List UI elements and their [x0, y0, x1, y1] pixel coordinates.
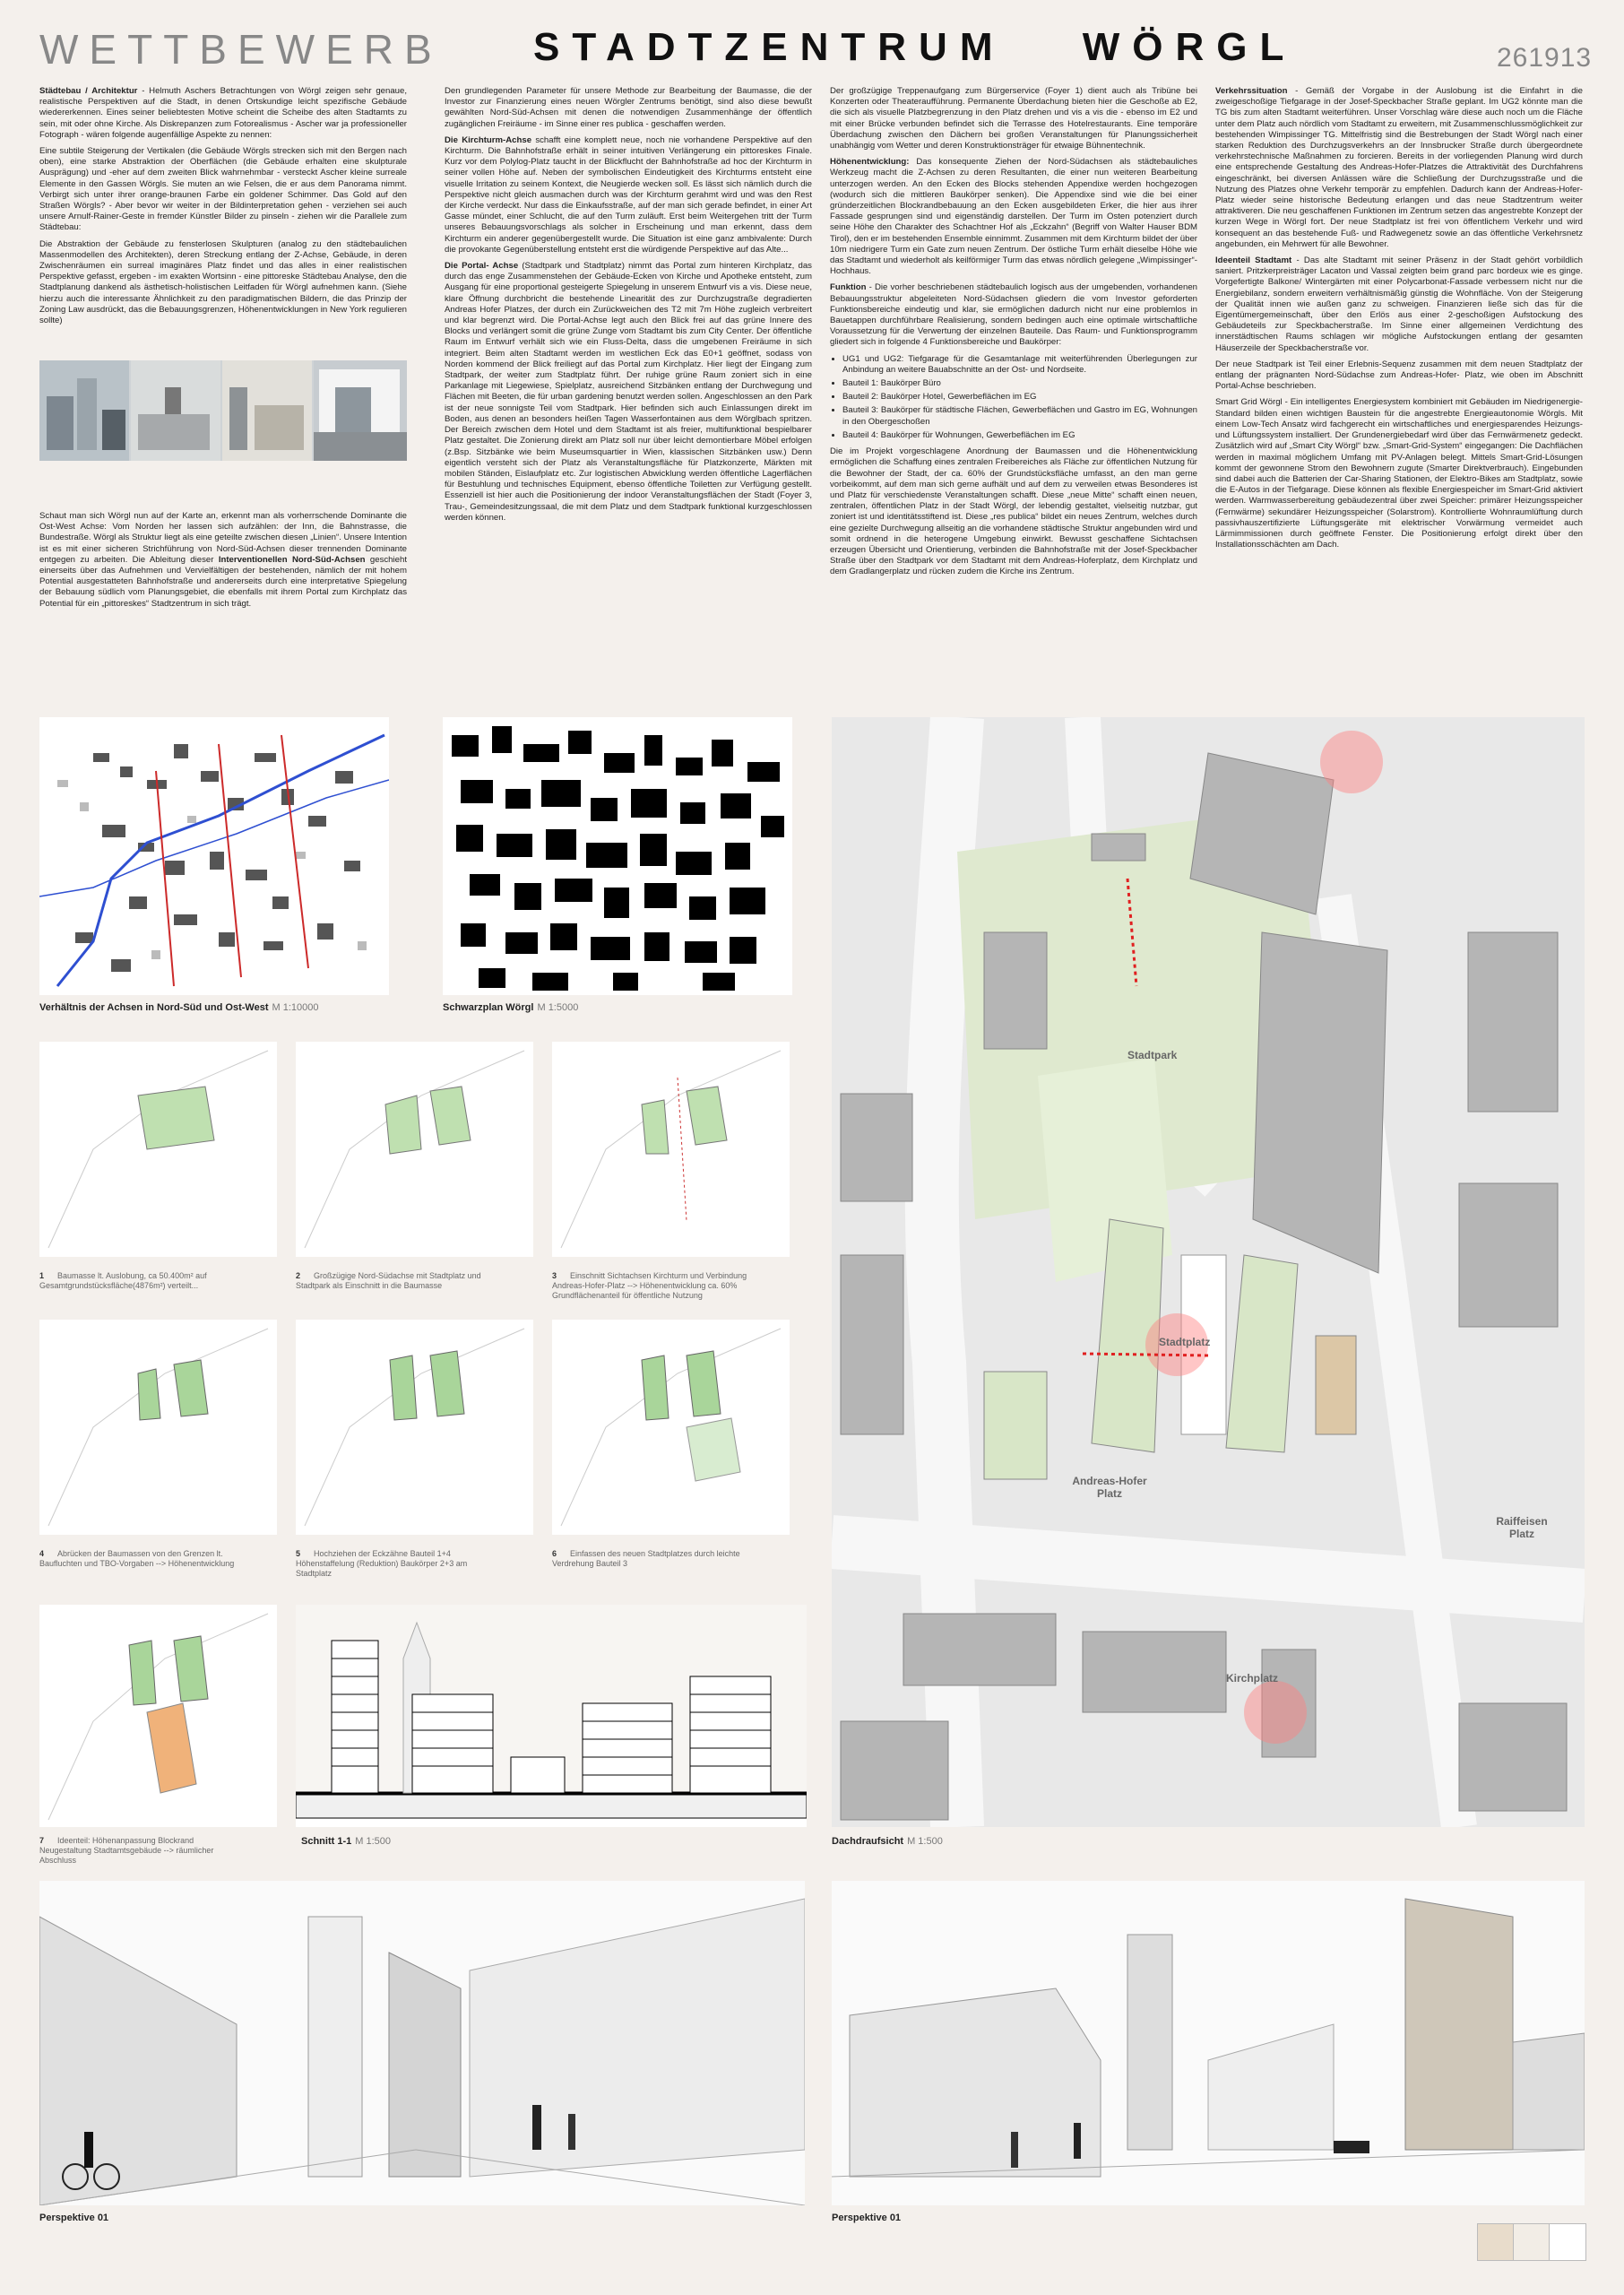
section-graphic — [296, 1605, 807, 1827]
schwarzplan-graphic — [443, 717, 792, 995]
perspective-2-caption: Perspektive 01 — [832, 2213, 902, 2223]
perspective-2-graphic — [832, 1881, 1585, 2205]
text-column-2 — [445, 86, 812, 529]
label-stadtpark: Stadtpark — [1127, 1049, 1178, 1061]
section-heading: Ideenteil Stadtamt — [1215, 255, 1292, 266]
list-item: • Bauteil 4: Baukörper für Wohnungen, Gewerbeflächen im EG — [842, 430, 1197, 441]
section-drawing — [296, 1605, 807, 1827]
header-wettbewerb: WETTBEWERB — [39, 26, 443, 73]
schwarzplan-map — [443, 717, 792, 995]
paragraph: Die im Projekt vorgeschlagene Anordnung der Baumassen und die Höhenentwicklung ermöglichen die Schaffung eines zentralen Freibereiches als Fläche zur öffentlichen Nutzung für die Bewohner der Stadt, der ca. 60% der Grundstücksfläche umfasst, an den man gerne vorbeikommt, auf dem man sich gerne aufhält und auf dem zu verweilen etwas Besonderes ist und Platz für verschiedenste Veranstaltungen schafft. Diese „neue Mitte“ schafft einen neuen, zentralen, öffentlichen Platz in der Stadt Wörgl, der lebendig gestaltet, vielseitig nutzbar, gut zoniert ist und identitätsstiftend ist. Diese „res publica“ bildet ein neues Zentrum, welches durch eine gezielte Durchwegung allseitig an die vorhandene städtische Struktur angebunden wird und somit ordnend in die heterogene Umgebung einwirkt. Bewusst geschaffene Sichtachsen erzeugen Übersicht und Orientierung, verbinden die Bahnhofstraße mit der Josef-Speckbacher Straße über den Stadtpark vor dem Stadtamt mit dem Andreas-Hoferplatz, dem Kirchplatz und dem Gradlangerplatz und rücken zudem die Kirche ins Zentrum. — [830, 446, 1197, 577]
schwarzplan-caption: Schwarzplan Wörgl M 1:5000 — [443, 1002, 579, 1013]
paragraph: geschieht einerseits über das Aufnehmen und Vervielfältigen der bestehenden, nämlich der mit hohem Potential ausgestatteten Bahnhofstraße und andererseits durch eine interpretative Spiegelung der Bebauung südlich vom Planungsgebiet, die ebenfalls mit ihrem Portal zum Kirchplatz das Potential für ein „pittoreskes“ Stadtzentrum in sich trägt. — [39, 554, 407, 609]
label-stadtplatz: Stadtplatz — [1159, 1336, 1211, 1348]
diagram-6 — [552, 1320, 790, 1535]
section-heading: Funktion — [830, 282, 867, 293]
diagram-3 — [552, 1042, 790, 1257]
diagram-4-caption: 4 Abrücken der Baumassen von den Grenzen lt. Baufluchten und TBO-Vorgaben --> Höhenentwicklung — [39, 1549, 235, 1568]
paragraph: schafft eine komplett neue, noch nie vorhandene Perspektive auf den Kirchturm. Die Bahnhofstraße erhält in seiner intuitiven Verlängerung ein pittoreskes Finale. Kurz vor dem Polylog-Platz taucht in der Blickflucht der Bahnhofstraße ad hoc der Kirchturm in seiner vollen Höhe auf. Neben der symbolischen Eindeutigkeit des Kirchturms entsteht eine visuelle Irritation zu seinem Kontext, die Neugierde wecken soll. Es lässt sich nämlich durch die Perspektive nicht gleich ausmachen durch was der Kirchturm gerahmt wird und was den Rest der Kirche verdeckt. Nur dass die Einkaufsstraße, auf der man sich gerade befindet, in einer Art Gasse mündet, einer Schlucht, die auf den Turm zuläuft. Erst beim Weitergehen tritt der Turm unseres Bebauungsvorschlags als solcher in Erscheinung und man erkennt, dass dem Kirchturm ein anderer gegenübergestellt wurde. Die Situation ist eine ganz ambivalente: Durch die provokante Gegenüberstellung entsteht erst die würdigende Perspektive auf das Alte... — [445, 134, 812, 255]
diagram-2 — [296, 1042, 533, 1257]
perspective-1 — [39, 1881, 805, 2205]
diagram-7-caption: 7 Ideenteil: Höhenanpassung Blockrand Neugestaltung Stadtamtsgebäude --> räumlicher Abschluss — [39, 1836, 214, 1865]
paragraph: Eine subtile Steigerung der Vertikalen (die Gebäude Wörgls strecken sich mit den Bergen nach oben), eine starke Abstraktion der Oberflächen (die Gebäude erhalten eine skulpturale Ausprägung) und -eher auf dem zweiten Blick wahrnehmbar - versteckt Ascher kleine surreale Elemente in den Gassen Wörgls. Sie muten an wie Felsen, die er aus dem Panorama nimmt. Verbirgt sich unter ihrer orange-braunen Farbe ein goldener Schimmer. Das Gold auf den Straßen Wörgls? - Aber bevor wir weiter in der Bildinterpretation gehen - verziehen sei auch unsere Arnulf-Rainer-Geste in fremder Künstler Bilder zu pinseln - ziehen wir die Parallele zum Städtebau: — [39, 146, 407, 233]
function-list — [842, 354, 1197, 441]
paragraph: Den grundlegenden Parameter für unsere Methode zur Bearbeitung der Baumasse, die der Investor zur Finanzierung eines neuen Wörgler Zentrums benötigt, sind also diese bewußt gewählten Nord-Süd-Achsen mit denen die notwendigen Zusammenhänge der öffentlich zugänglichen Freiräume - im Sinne einer res publica - geschaffen werden. — [445, 86, 812, 129]
label-andreas-hofer-platz: Andreas-Hofer Platz — [1072, 1475, 1147, 1500]
list-item: • Bauteil 2: Baukörper Hotel, Gewerbeflächen im EG — [842, 392, 1197, 403]
color-swatch-1 — [1477, 2223, 1515, 2261]
text-column-3 — [830, 86, 1197, 584]
ascher-painting-collage — [39, 360, 407, 461]
paragraph: - Gemäß der Vorgabe in der Auslobung ist die Einfahrt in die zweigeschoßige Tiefgarage in der Josef-Speckbacher Straße geplant. Im UG2 könnte man die TG bis zum alten Stadtamt weiterführen. Unser Vorschlag wäre diese auch noch um die Fläche unter dem Platz auch nördlich vom Stadtamt zu erweitern, mit Zusammenschlussmöglichkeit zur bestehenden Wimpissinger TG. Mittelfristig sind die Bestrebungen der Stadt Wörgl nach einer starken Reduktion des Durchzugsverkehrs an der Innsbrucker Straße durch übergeordnete verkehrstechnische Maßnahmen zu forcieren. Bereits in der vorliegenden Planung wird durch eine entsprechende Gestaltung des Andreas-Hofer-Platzes die Attraktivität des Durchfahrens eingeschränkt, bei diversen Anlässen wäre die Schließung der Durchzugsstraße und die Nutzung des Platzes ohne Verkehr temporär zu empfehlen. Dadurch kann der Andreas-Hofer-Platz wieder seine historische Bedeutung erlangen und das neue Stadtzentrum weiter attraktiveren. Die neu geschaffenen Funktionen im Zentrum setzen das angestrebte Konzept der kurzen Wege in Wörgl fort. Der neue Stadtplatz ist frei von öffentlichem Verkehr und wird konsequent an das bestehende Fuß- und Radwegenetz sowie an das öffentliche Verkehrsnetz angebunden, ein Mehrwert für alle Bewohner. — [1215, 86, 1583, 249]
axes-map — [39, 717, 389, 995]
bold-term: Interventionellen Nord-Süd-Achsen — [218, 554, 366, 565]
list-item: • Bauteil 1: Baukörper Büro — [842, 378, 1197, 389]
paragraph: Smart Grid Wörgl - Ein intelligentes Energiesystem kombiniert mit Gebäuden im Niedrigenergie-Standard bilden einen wichtigen Baustein für die angestrebte Energieautonomie Wörgls. Mit einem Low-Tech Ansatz wird fachgerecht ein wirtschaftliches und energiesparendes Heizungs- und Lüftungssystem installiert. Der Grundenergiebedarf wird über das Fernwärmenetz gedeckt. Zusätzlich wird auf „Smart City Wörgl“ bzw. „Smart-Grid-System“ eingegangen: Die Dachflächen werden in maximal möglichem Umfang mit PV-Anlagen belegt. Mittels Smart-Grid-Lösungen kommt der gewonnene Strom den Bewohnern zugute (Smarter Direktverbrauch). Eingebunden sind dabei auch die Batterien der Car-Sharing Stationen, der Elektro-Bikes am Stadtplatz, sowie die E-Autos in der Tiefgarage. Diese können als flexible Energiespeicher im Smart-Grid aktiviert werden. Warmwasserbereitung gebäudezentral über zwei Speicher: primärer Heizungsspeicher (Fernwärme) sekundärer Heizungsspeicher (Solarstrom). Kontrollierte Wohnraumlüftung durch passivhauszertifizierte Lüftungsgeräte mit elektrischer Vorwärmung vermeidet auch Lärmimmissionen durch geöffnete Fenster. Die Positionierung erfolgt direkt über den Installationsschächten am Dach. — [1215, 397, 1583, 550]
paragraph: - Helmuth Aschers Betrachtungen von Wörgl zeigen sehr genaue, realistische Perspektiven auf die Stadt, in denen Ortskundige leicht spezifische Gebäude wiedererkennen. Eines seiner beliebtesten Motive scheint die Scheibe des alten Stadtamts zu sein, mit oder ohne Kirche. Als Diskrepanzen zum Fotorealismus - Ascher war ja professioneller Fotograph - wären folgende augenfällige Aspekte zu nennen: — [39, 86, 407, 140]
label-raiffeisen-platz: Raiffeisen Platz — [1496, 1515, 1548, 1540]
diagram-7 — [39, 1605, 277, 1827]
perspective-1-caption: Perspektive 01 — [39, 2213, 109, 2223]
section-heading: Die Portal- Achse — [445, 261, 519, 272]
list-item: • UG1 und UG2: Tiefgarage für die Gesamtanlage mit weiterführenden Überlegungen zur Anbindung an weitere Bauabschnitte an der Ost- und Nordseite. — [842, 354, 1197, 376]
diagram-5-caption: 5 Hochziehen der Eckzähne Bauteil 1+4 Höhenstaffelung (Reduktion) Baukörper 2+3 am Stadtplatz — [296, 1549, 468, 1578]
diagram-4-graphic — [39, 1320, 277, 1535]
diagram-5-graphic — [296, 1320, 533, 1535]
label-kirchplatz: Kirchplatz — [1226, 1672, 1279, 1684]
color-swatch-3 — [1549, 2223, 1586, 2261]
perspective-2 — [832, 1881, 1585, 2205]
paragraph: - Das alte Stadtamt mit seiner Präsenz in der Stadt gehört vorbildlich saniert. Pritzkerpreisträger Lacaton und Vassal zeigten beim grand parc bordeux wie es ginge. Vorgefertigte Balkone/ Wintergärten mit einer Polycarbonat-Fassade verbessern nicht nur die Energiebilanz, sondern erweitern verhältnismäßig günstig die Wohnfläche. Von der Steigerung der Qualität innen wie außen ganz zu schweigen. Finanzieren ließe sich das für die Eigentümergemeinschaft, über den Erlös aus einer 2-geschoßigen Aufstockung des Gebäudeteils zur Speckbacherstraße. Im Sinne einer allgemeinen Verdichtung des innerstädtischen Raums schlagen wir mögliche Aufstockungen entlang der gesamten Häuserzeile der Speckbacherstraße vor. — [1215, 255, 1583, 353]
diagram-7-graphic — [39, 1605, 277, 1827]
diagram-3-graphic — [552, 1042, 790, 1257]
paragraph: - Die vorher beschriebenen städtebaulich logisch aus der umgebenden, vorhandenen Bebauungsstruktur abgeleiteten Nord-Südachsen gliedern die vom Investor geforderten Funktionsbereiche eindeutig und klar, sie ermöglichen dadurch nicht nur eine problemlos in Bauetappen durchführbare Realisierung, sondern bedingen auch eine optimale wirtschaftliche Voraussetzung für die Verwertung der einzelnen Bauteile. Das Raum- und Funktionsprogramm gliedert sich in folgende 4 Funktionsbereiche und Baukörper: — [830, 282, 1197, 348]
text-column-1 — [39, 86, 407, 332]
site-plan — [832, 717, 1585, 1827]
section-heading: Städtebau / Architektur — [39, 86, 138, 96]
paragraph: Der großzügige Treppenaufgang zum Bürgerservice (Foyer 1) dient auch als Tribüne bei Konzerten oder Theateraufführung. Permanente Überdachung bieten hier die Geschoße ab E2, die sich als visuelle Platzbegrenzung in den Platz drehen und vis a vis die - ebenso im E2 und mit einer Brücke verbunden befindet sich die Terrasse des Hotelrestaurants. Eine temporäre Überdachung zwischen den Dächern bei großen Veranstaltungen für Planungssicherheit unabhängig vom Wetter und deren Konstruktionsträger für etwaige Bühnentechnik. — [830, 86, 1197, 152]
section-caption: Schnitt 1-1 M 1:500 — [301, 1836, 391, 1847]
diagram-6-caption: 6 Einfassen des neuen Stadtplatzes durch leichte Verdrehung Bauteil 3 — [552, 1549, 740, 1568]
diagram-1-caption: 1 Baumasse lt. Auslobung, ca 50.400m² auf Gesamtgrundstücksfläche(4876m²) verteilt... — [39, 1271, 207, 1290]
axes-map-graphic — [39, 717, 389, 995]
diagram-5 — [296, 1320, 533, 1535]
entry-number: 261913 — [1497, 43, 1593, 73]
diagram-1 — [39, 1042, 277, 1257]
color-swatch-2 — [1513, 2223, 1551, 2261]
diagram-2-graphic — [296, 1042, 533, 1257]
paragraph: Schaut man sich Wörgl nun auf der Karte an, erkennt man als vorherrschende Dominante die Ost-West Achse: Vom Norden her lassen sich aufzählen: der Inn, die Bahnstrasse, die Bundestraße. Wörgl als Struktur liegt als eine geteilte zwischen diesen „Linien“. Unsere Intention ist es mit einer sicheren Strichführung von Nord-Süd-Achsen dieser trennenden Dominante entgegen zu arbeiten. Die Ableitung dieser — [39, 511, 407, 565]
paragraph: Das konsequente Ziehen der Nord-Südachsen als städtebauliches Werkzeug macht die Z-Achsen zu deren Resultanten, die einer nun weiteren Bearbeitung unterzogen werden. An den Ecken des Blocks stehenden Appendixe werden hochgezogen (wodurch sich die mittleren Baukörper senken). Die Appendixe sind wie die bei einer gründerzeitlichen Blockrandbebauung an den Ecken ausgebildeten Erker, die hier aus ihrer Fassade gesprungen sind und eigenständig darstellen. Der Turm im Osten potenziert durch seine Höhe den Charakter des Schachtner Hof als „Eckzahn“ (Begriff von Walter Hauser BDM Tirol), den er im bestehenden Ensemble einnimmt. Zusammen mit dem Kirchturm bildet der über 10m niedrigere Turm ein Gate zum neuen Zentrum. Der östliche Turm erhält dieselbe Höhe wie das Stadtamt und wiederholt als keilförmiger Turm das etwas nördlich gelegene „Wimpissinger“-Hochhaus. — [830, 157, 1197, 277]
page-title: STADTZENTRUM WÖRGL — [533, 25, 1297, 69]
perspective-1-graphic — [39, 1881, 805, 2205]
paragraph: Die Abstraktion der Gebäude zu fensterlosen Skulpturen (analog zu den städtebaulichen Massenmodellen des Architekten), deren Streckung entlang der Z-Achse, Gebäude, in deren Zwischenräumen ein surreal imaginäres Platz findet und das alles in einer realistischen Perspektive gefasst, ergeben - im exakten Wortsinn - eine pittoreske Städtebau Analyse, den die Stadtplanung dankend als ästhetisch-holistischen Leitfaden für Wörgl aufnehmen kann. (Siehe hierzu auch die interessante Ähnlichkeit zu den paradigmatischen Bildern, die das Prinzip der Zoning Law ausdrückt, das die Bebauungsgrenzen, Höhenentwicklungen in New York regulieren sollte) — [39, 238, 407, 326]
section-heading: Verkehrssituation — [1215, 86, 1288, 96]
axes-map-caption: Verhältnis der Achsen in Nord-Süd und Ost-West M 1:10000 — [39, 1002, 319, 1013]
diagram-2-caption: 2 Großzügige Nord-Südachse mit Stadtplatz und Stadtpark als Einschnitt in die Baumasse — [296, 1271, 481, 1290]
diagram-3-caption: 3 Einschnitt Sichtachsen Kirchturm und Verbindung Andreas-Hofer-Platz --> Höhenentwicklung ca. 60% Grundflächenanteil für öffentliche Nutzung — [552, 1271, 747, 1300]
text-column-1-lower — [39, 511, 407, 615]
text-column-4 — [1215, 86, 1583, 556]
diagram-1-graphic — [39, 1042, 277, 1257]
site-plan-caption: Dachdraufsicht M 1:500 — [832, 1836, 943, 1847]
collage-graphic — [39, 360, 407, 461]
section-heading: Die Kirchturm-Achse — [445, 134, 532, 145]
list-item: • Bauteil 3: Baukörper für städtische Flächen, Gewerbeflächen und Gastro im EG, Wohnungen in den Obergeschoßen — [842, 405, 1197, 427]
site-plan-graphic — [832, 717, 1585, 1827]
paragraph: (Stadtpark und Stadtplatz) nimmt das Portal zum hinteren Kirchplatz, das durch das enge Zusammenstehen der Gebäude-Ecken von Kirche und Apotheke entsteht, zum Ausgang für eine proportional gesteigerte Spiegelung in unserem Entwurf vis a vis. Diese neue, klare Öffnung durchbricht die bestehende Linearität des zur Durchzugstraße degradierten Andreas Hofer Platzes, der durch ein Zurückweichen des T2 mit 7m Höhe zugleich verbreitert und klar begrenzt wird. Die Portal-Achse legt auch den Blick frei auf das grüne Innere des Blocks und verlängert somit die grüne Zunge vom Stadtamt bis zum City Center. Der öffentliche Raum im Entwurf verhält sich wie ein Fluss-Delta, dass die umgebenen Freiräume in sich integriert. Beim alten Stadtamt werden im westlichen Eck das E0+1 geöffnet, sodass von Norden kommend der Blick freiliegt auf das Portal zum Kirchplatz. Hier liegt der Eingang zum Stadtpark, der weiter zum Stadtplatz führt. Der ruhige grüne Raum zoniert sich in eine Parkanlage mit Liegewiese, Spielplatz, ausreichend Sitzbänken entlang der Durchwegung und Flächen mit Beeten, die für urban gardening benutzt werden sollen. Angeschlossen an den Park ist der neue sonnigste Teil vom Stadtpark. Hier befinden sich auch Einlassungen direkt im Boden, aus denen an besonders heißen Tagen Wasserfontainen aus dem Wörglbach spritzen. Der Bereich zwischen dem Hotel und dem Stadtamt ist als freier, multifunktional bespielbarer Platz gestaltet. Die Zonierung direkt am Platz soll nur über leicht demontierbare Möbel erfolgen (z.Bsp. Sitzbänke wie beim Museumsquartier in Wien, klassischen Sitzbänken usw.) Denn eigentlich versteht sich der Platz als Veranstaltungsfläche für Platzkonzerte, Märkten mit mobilen Ständen, Eislaufplatz etc. Zur logistischen Abwicklung werden öffentliche Lagerflächen für Bestuhlung und technisches Equipment, ebenso öffentliche Toiletten zur Verfügung gestellt. Essenziell ist hier auch die Positionierung der indoor Veranstaltungsflächen der Stadt (Foyer 3, Trau-, Gemeindesitzungssaal, die mit dem Platz und dem Stadtpark funktional kurzgeschlossen werden können. — [445, 261, 812, 523]
paragraph: Der neue Stadtpark ist Teil einer Erlebnis-Sequenz zusammen mit dem neuen Stadtplatz der entlang der prägnanten Nord-Südachse zum Andreas-Hofer- Platz, wie oben im Abschnitt Portal-Achse beschrieben. — [1215, 359, 1583, 392]
section-heading: Höhenentwicklung: — [830, 157, 910, 168]
diagram-4 — [39, 1320, 277, 1535]
diagram-6-graphic — [552, 1320, 790, 1535]
